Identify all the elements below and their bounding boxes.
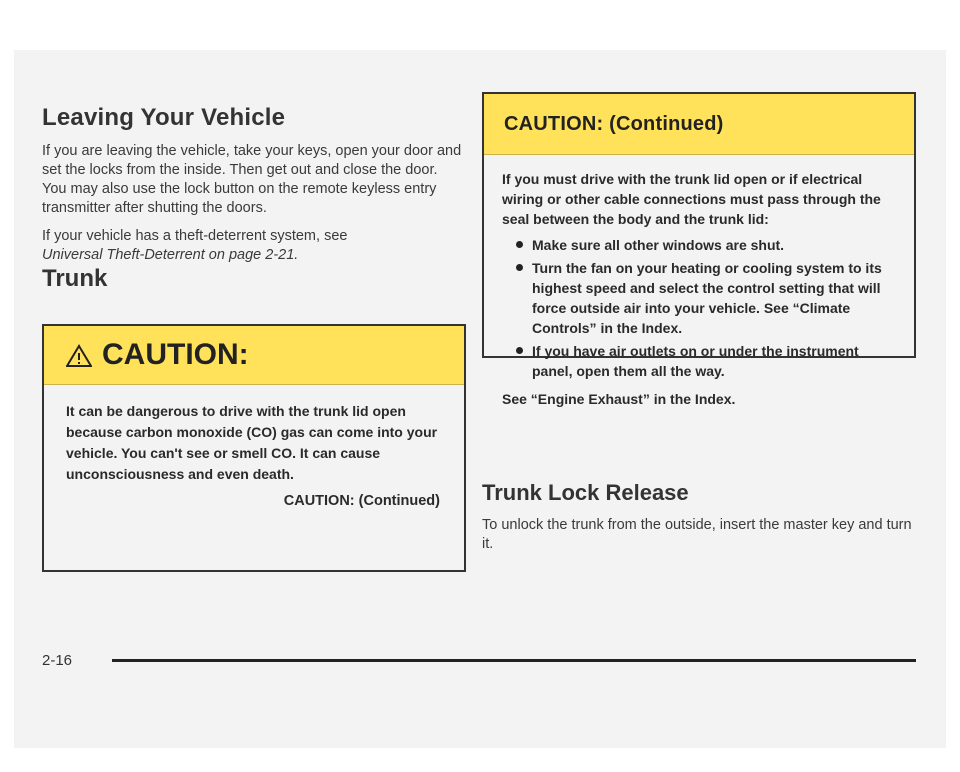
caution-bullet-list [502, 235, 900, 381]
bullet-item: Make sure all other windows are shut. [512, 235, 900, 255]
bullet-item: Turn the fan on your heating or cooling system to its highest speed and select the control setting that will force outside air into your vehicle. See “Climate Controls” in the Index. [512, 258, 900, 338]
theft-deterrent-reference: Universal Theft-Deterrent on page 2-21. [42, 247, 299, 263]
leaving-paragraph-2-text: If your vehicle has a theft-deterrent system, see [42, 228, 348, 244]
caution-header [44, 326, 464, 385]
leaving-paragraph-2 [42, 227, 462, 265]
footer-rule [112, 659, 916, 662]
heading-trunk: Trunk [42, 265, 108, 292]
heading-trunk-lock-release: Trunk Lock Release [482, 480, 689, 505]
continued-caution-box [482, 92, 916, 407]
caution-continued-header: CAUTION: (Continued) [484, 94, 914, 155]
caution-body [44, 385, 464, 512]
caution-title: CAUTION: [102, 338, 249, 371]
trunk-lock-release-text: To unlock the trunk from the outside, insert the master key and turn it. [482, 517, 912, 552]
heading-leaving-your-vehicle: Leaving Your Vehicle [42, 104, 286, 131]
caution-text: It can be dangerous to drive with the trunk lid open because carbon monoxide (CO) gas can come into your vehicle. You can't see or smell CO. It can cause unconsciousness and even death. [66, 403, 438, 482]
see-engine-exhaust: See “Engine Exhaust” in the Index. [502, 391, 736, 407]
caution-intro: If you must drive with the trunk lid open or if electrical wiring or other cable connections must pass through the seal between the body and the trunk lid: [502, 171, 881, 227]
left-column [42, 104, 462, 509]
caution-continued-body [484, 155, 914, 409]
trunk-lock-release-section [482, 480, 912, 554]
page-number: 2-16 [42, 652, 73, 669]
bullet-item: If you have air outlets on or under the instrument panel, open them all the way. [512, 341, 900, 381]
leaving-paragraph-1: If you are leaving the vehicle, take your keys, open your door and set the locks from the inside. Then get out and close the door. You may also use the lock button on the remote keyless entry transmitter after shutting the doors. [42, 143, 462, 216]
caution-continued-label: CAUTION: (Continued) [283, 493, 440, 509]
page-footer [42, 652, 916, 669]
warning-triangle-icon [66, 344, 92, 368]
trunk-caution-box [42, 324, 466, 572]
